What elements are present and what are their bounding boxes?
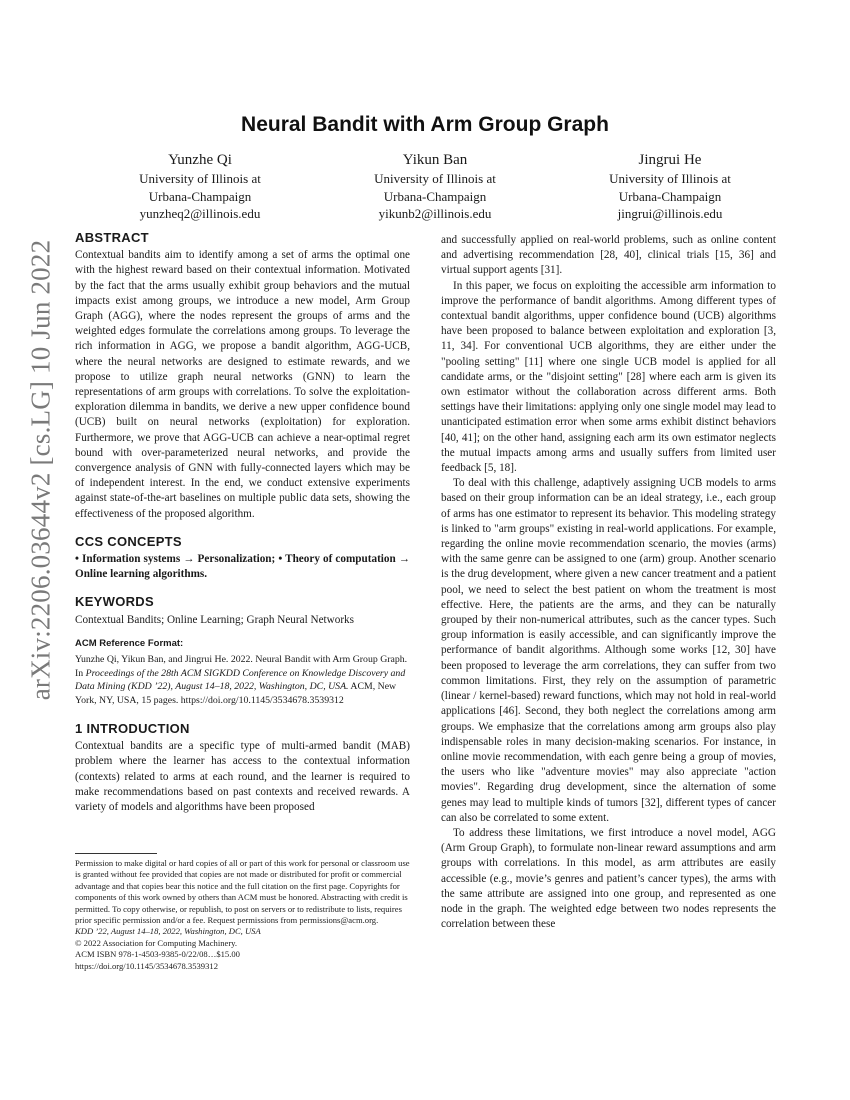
- author-affiliation: Urbana-Champaign: [148, 188, 252, 204]
- arxiv-stamp[interactable]: [24, 0, 58, 1100]
- ccs-text: • Information systems → Personalization; • Theory of computation → Online learning algorithms.: [75, 553, 410, 581]
- author-affiliation: University of Illinois at: [374, 171, 496, 186]
- author-1: [90, 150, 310, 223]
- introduction-paragraph-1: Contextual bandits are a specific type of multi-armed bandit (MAB) problem where the learner has access to the contextual information (contexts) related to arms at each round, and the learner is required to make recommendations based on past contexts and received rewards. A variety of models and algorithms have been proposed: [75, 740, 410, 814]
- acm-reference-text: [75, 653, 410, 707]
- acm-reference-part2: ACM, New York, NY, USA, 15 pages. https://doi.org/10.1145/3534678.3539312: [75, 681, 397, 706]
- conference-line: KDD ’22, August 14–18, 2022, Washington, DC, USA: [75, 926, 261, 937]
- keywords-heading: KEYWORDS: [75, 594, 154, 610]
- author-3: [560, 150, 780, 223]
- author-affiliation: Urbana-Champaign: [618, 188, 722, 204]
- intro-continuation: and successfully applied on real-world problems, such as online content and advertising recommendation [28, 40], clinical trials [15, 36] and virtual support agents [31].: [441, 234, 776, 277]
- intro-paragraph-2: In this paper, we focus on exploiting the accessible arm information to improve the performance of bandit algorithms. Among different types of contextual bandit algorithms, upper confidence bound (UCB) algorithms have been proposed to balance between exploitation and exploration [3, 11, 34]. For conventional UCB algorithms, they are either under the "pooling setting" [11] where one single UCB model is applied for all candidate arms, or the "disjoint setting" [28] where each arm is given its own estimator without the collaboration across different arms. Both settings have their limitations: applying only one single model may lead to unanticipated estimation error when some arms exhibit distinct behaviors [40, 41]; on the other hand, assigning each arm its own estimator neglects the mutual impacts among arms and usually suffers from limited user feedback [5, 18].: [441, 279, 776, 475]
- author-name: Yikun Ban: [402, 152, 468, 168]
- footnote-divider: [75, 853, 157, 854]
- footnotes: [75, 858, 415, 972]
- intro-paragraph-3: To deal with this challenge, adaptively assigning UCB models to arms based on their group information can be an ideal strategy, i.e., each group of arms has one estimator to represent its behavior. This modeling strategy is linked to "arm groups" existing in real-world applications. For example, regarding the online movie recommendation scenario, the movies (arms) with the same genre can be assigned to one (arm) group. Another scenario is the drug development, where given a new cancer treatment and a patient pool, we need to select the best patient on whom the treatment is most effective. Here, the patients are the arms, and they can be naturally grouped by their non-numerical attributes, such as the cancer types. Such group information is easily accessible, and can significantly improve the performance of bandit algorithms. Although some works [12, 30] have been proposed to leverage the arm correlations, they can suffer from two common limitations. First, they rely on the assumption of parametric (linear / kernel-based) reward functions, which may not hold in real-world applications [46]. Second, they both neglect the correlations among arm groups. We emphasize that the correlations among arm groups also play indispensable roles in many decision-making scenarios. For instance, in online movie recommendation, with each genre being a group of movies, the users who like "adventure movies" may also appreciate "action movies". Regarding drug development, since the alternation of some genes may lead to multiple kinds of tumors [32], different types of cancer can also be correlated to some extent.: [441, 477, 776, 824]
- acm-reference-heading: ACM Reference Format:: [75, 637, 184, 649]
- isbn-line: ACM ISBN 978-1-4503-9385-0/22/08…$15.00: [75, 949, 240, 960]
- arxiv-identifier[interactable]: arXiv:2206.03644v2 [cs.LG] 10 Jun 2022: [25, 239, 56, 701]
- author-block: [90, 150, 780, 223]
- ccs-heading: CCS CONCEPTS: [75, 533, 182, 549]
- introduction-heading: 1 INTRODUCTION: [75, 721, 190, 737]
- author-2: [325, 150, 545, 223]
- abstract-text: Contextual bandits aim to identify among a set of arms the optimal one with the highest reward based on their contextual information. Motivated by the fact that the arms usually exhibit group behaviors and the mutual impacts exist among groups, we introduce a new model, Arm Group Graph (AGG), where the nodes represent the groups of arms and the weighted edges formulate the correlations among groups. To leverage the rich information in AGG, we propose a bandit algorithm, AGG-UCB, where the neural networks are designed to estimate rewards, and we propose to utilize graph neural networks (GNN) to learn the representations of arm groups with correlations. To solve the exploitation-exploration dilemma in bandits, we derive a new upper confidence bound (UCB) built on neural networks (exploitation) for exploration. Furthermore, we prove that AGG-UCB can achieve a near-optimal regret bound with over-parameterized neural networks, and provide the convergence analysis of GNN with fully-connected layers which may be of independent interest. In the end, we conduct extensive experiments against state-of-the-art baselines on multiple public data sets, showing the effectiveness of the proposed algorithm.: [75, 249, 410, 520]
- author-name: Yunzhe Qi: [168, 152, 232, 168]
- acm-reference-venue: Proceedings of the 28th ACM SIGKDD Conference on Knowledge Discovery and Data Mining (KDD ’22), August 14–18, 2022, Washington, DC, USA.: [75, 667, 406, 693]
- intro-paragraph-4: To address these limitations, we first introduce a novel model, AGG (Arm Group Graph), to formulate non-linear reward assumptions and arm groups with correlations. In this model, as arm attributes are easily accessible (e.g., movie’s genres and patient’s cancer types), the arms with the same attribute are assigned into one group, and represented as one node in the graph. The weighted edge between two nodes represents the correlation between these: [441, 826, 776, 931]
- author-email[interactable]: jingrui@illinois.edu: [617, 206, 723, 221]
- doi-link[interactable]: https://doi.org/10.1145/3534678.3539312: [75, 960, 218, 971]
- abstract-heading: ABSTRACT: [75, 230, 149, 245]
- author-name: Jingrui He: [638, 152, 702, 168]
- paper-title: Neural Bandit with Arm Group Graph: [241, 113, 609, 136]
- author-affiliation: Urbana-Champaign: [383, 188, 487, 204]
- copyright-line: © 2022 Association for Computing Machinery.: [75, 937, 238, 948]
- author-email[interactable]: yunzheq2@illinois.edu: [139, 206, 261, 221]
- left-column: [75, 230, 410, 815]
- permission-notice: Permission to make digital or hard copies of all or part of this work for personal or classroom use is granted without fee provided that copies are not made or distributed for profit or commercial advantage and that copies bear this notice and the full citation on the first page. Copyrights for components of this work owned by others than ACM must be honored. Abstracting with credit is permitted. To copy otherwise, or republish, to post on servers or to redistribute to lists, requires prior specific permission and/or a fee. Request permissions from permissions@acm.org.: [75, 858, 410, 926]
- keywords-text: Contextual Bandits; Online Learning; Graph Neural Networks: [75, 613, 354, 626]
- right-column: [441, 233, 776, 932]
- author-email[interactable]: yikunb2@illinois.edu: [378, 206, 492, 221]
- acm-reference-part1: Yunzhe Qi, Yikun Ban, and Jingrui He. 2022. Neural Bandit with Arm Group Graph. In: [75, 654, 408, 679]
- author-affiliation: University of Illinois at: [609, 171, 731, 186]
- author-affiliation: University of Illinois at: [139, 171, 261, 186]
